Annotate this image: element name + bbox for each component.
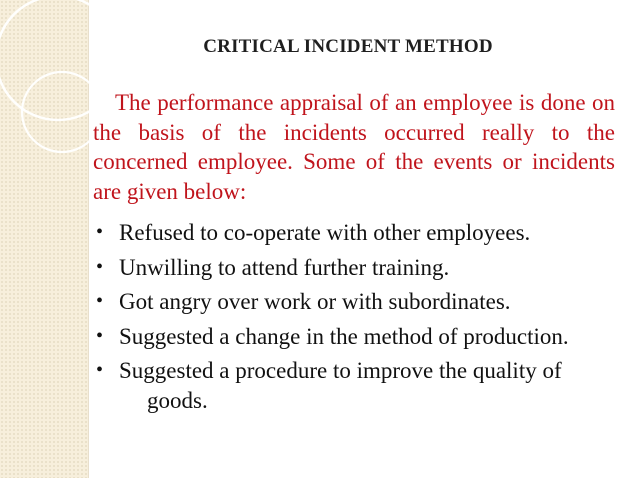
list-item-text: Suggested a change in the method of production. [119, 323, 569, 349]
list-item [96, 322, 616, 352]
list-item [96, 356, 616, 415]
bullet-icon: • [96, 359, 104, 381]
list-item [96, 218, 616, 248]
bullet-icon: • [96, 290, 104, 312]
bullet-icon: • [96, 255, 104, 278]
slide-title: CRITICAL INCIDENT METHOD [203, 36, 493, 57]
list-item-text-continued: goods. [147, 387, 208, 413]
list-item-text: Refused to co-operate with other employees. [119, 220, 531, 245]
incident-list [96, 218, 616, 420]
list-item-text: Unwilling to attend further training. [119, 254, 450, 280]
list-item-text: Got angry over work or with subordinates. [119, 289, 511, 314]
list-item [96, 287, 616, 317]
list-item-text: Suggested a procedure to improve the quality of [119, 358, 562, 383]
bullet-icon: • [96, 324, 104, 347]
bullet-icon: • [96, 221, 104, 243]
list-item [96, 253, 616, 283]
intro-paragraph: The performance appraisal of an employee is done on the basis of the incidents occurred really to the concerned employee. Some of the events or incidents are given below: [93, 90, 615, 204]
